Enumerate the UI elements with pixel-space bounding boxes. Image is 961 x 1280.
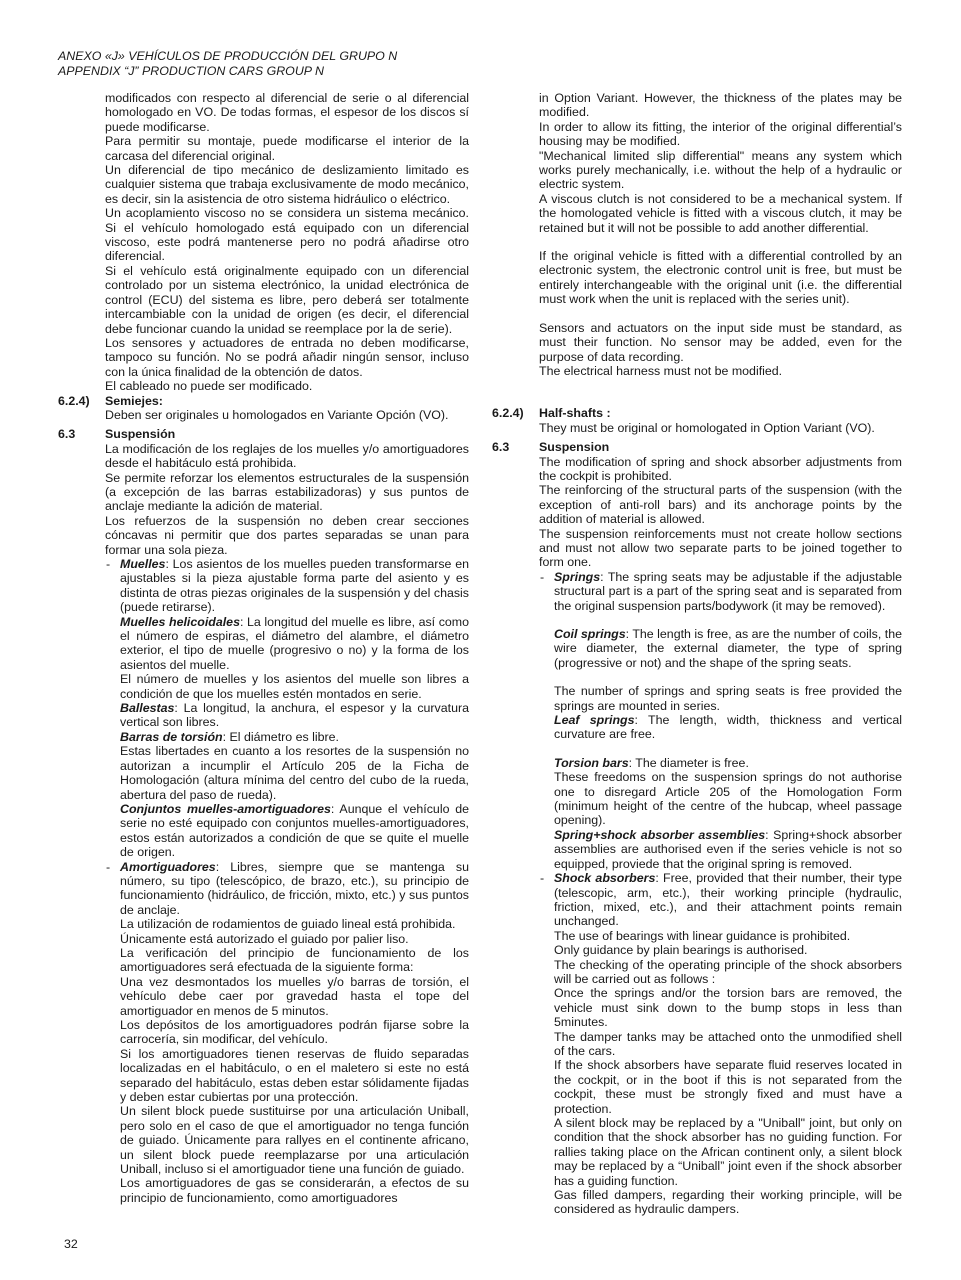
paragraph: La modificación de los reglajes de los muelles y/o amortiguadores desde el habitáculo está prohibida.	[105, 441, 469, 471]
paragraph: Gas filled dampers, regarding their working principle, will be considered as hydraulic dampers.	[554, 1188, 902, 1217]
section-title: Semiejes:	[105, 393, 163, 408]
paragraph: Deben ser originales u homologados en Variante Opción (VO).	[105, 407, 449, 422]
section-number: 6.2.4)	[492, 406, 524, 421]
english-column	[492, 91, 902, 1217]
paragraph: The suspension reinforcements must not create hollow sections and must not allow two separate parts to be joined together to form one.	[539, 526, 902, 570]
section-title: Suspensión	[105, 427, 176, 442]
paragraph: A silent block may be replaced by a "Uniball" joint, but only on condition that the shock absorber has no guiding function. For rallies taking place on the African continent only, a silent block may be replaced by a “Uniball” joint even if the shock absorber has a guiding function.	[554, 1116, 902, 1188]
section-title: Half-shafts :	[539, 406, 611, 421]
section-heading-6-3	[492, 440, 902, 454]
paragraph: Spring+shock absorber assemblies: Spring+shock absorber assemblies are authorised even if the series vehicle is not so equipped, proviede that the original spring is removed.	[554, 827, 902, 871]
paragraph: Un diferencial de tipo mecánico de deslizamiento limitado es cualquier sistema que trabaja exclusivamente de modo mecánico, es decir, sin la asistencia de otro sistema hidráulico o eléctrico.	[105, 163, 469, 206]
paragraph: Ballestas: La longitud, la anchura, el espesor y la curvatura vertical son libres.	[120, 701, 469, 730]
paragraph: If the original vehicle is fitted with a differential controlled by an electronic system, the electronic control unit is free, but must be entirely interchangeable with the original unit (i.e. the differential must work when the unit is replaced with the series unit).	[539, 249, 902, 307]
paragraph: The number of springs and spring seats is free provided the springs are mounted in series.	[554, 684, 902, 713]
paragraph: Torsion bars: The diameter is free.	[554, 755, 749, 770]
paragraph: La verificación del principio de funcionamiento de los amortiguadores será efectuada de la siguiente forma:	[120, 945, 469, 975]
page-number: 32	[64, 1237, 78, 1251]
paragraph: Barras de torsión: El diámetro es libre.	[120, 729, 339, 744]
paragraph: These freedoms on the suspension springs do not authorise one to disregard Article 205 of the Homologation Form (minimum height of the centre of the hubcap, wheel passage opening).	[554, 770, 902, 828]
paragraph: Una vez desmontados los muelles y/o barras de torsión, el vehículo debe caer por gravedad hasta el tope del amortiguador en menos de 5 minutos.	[120, 974, 469, 1018]
paragraph: In order to allow its fitting, the interior of the original differential’s housing may be modified.	[539, 119, 902, 149]
paragraph: Un silent block puede sustituirse por una articulación Uniball, pero solo en el caso de que el amortiguador no tenga función de guiado. Únicamente para rallyes en el continente africano, un silent block puede reemplazarse por una articulación Uniball, incluso si el amortiguador tiene una función de guiado.	[120, 1104, 469, 1177]
header-line-en: APPENDIX “J” PRODUCTION CARS GROUP N	[58, 63, 324, 78]
paragraph: They must be original or homologated in Option Variant (VO).	[539, 420, 875, 435]
paragraph: Muelles helicoidales: La longitud del muelle es libre, así como el número de espiras, el diámetro del alambre, el diámetro exterior, el tipo de muelle (progresivo o no) y la forma de los asientos del muelle.	[120, 614, 469, 672]
section-number: 6.2.4)	[58, 393, 90, 408]
section-title: Suspension	[539, 440, 610, 455]
paragraph: Sensors and actuators on the input side must be standard, as must their function. No sensor may be added, even for the purpose of data recording.	[539, 320, 902, 364]
section-number: 6.3	[492, 440, 510, 455]
paragraph: Para permitir su montaje, puede modificarse el interior de la carcasa del diferencial original.	[105, 134, 469, 163]
spanish-column	[58, 91, 469, 1205]
paragraph: Un acoplamiento viscoso no se considera un sistema mecánico. Si el vehículo homologado está equipado con un diferencial viscoso, este podrá mantenerse pero no podrá añadirse otro diferencial.	[105, 206, 469, 264]
paragraph: If the shock absorbers have separate fluid reserves located in the cockpit, or in the boot if this is not separated from the cockpit, these must be strongly fixed and must have a protection.	[554, 1058, 902, 1116]
paragraph: Si los amortiguadores tienen reservas de fluido separadas localizadas en el habitáculo, o en el maletero si este no está separado del habitáculo, estas deben estar sólidamente fijadas y deben estar cubiertas por una protección.	[120, 1046, 469, 1105]
paragraph: El cableado no puede ser modificado.	[105, 379, 313, 394]
section-number: 6.3	[58, 427, 76, 442]
list-item-muelles: - Muelles: Los asientos de los muelles pueden transformarse en ajustables si la pieza ajustable forma parte del asiento y es distinta de otras piezas originales de la suspensión y del chasis (puede retirarse).	[106, 557, 469, 615]
list-item-springs: - Springs: The spring seats may be adjustable if the adjustable structural part is a part of the spring seat and is separated from the original suspension parts/bodywork (it may be removed).	[540, 569, 902, 613]
paragraph: Si el vehículo está originalmente equipado con un diferencial controlado por un sistema electrónico, la unidad electrónica de control (ECU) del sistema es libre, pero deberá ser totalmente intercambiable con la unidad de origen (es decir, el diferencial debe funcionar cuando la unidad se reemplace por la de serie).	[105, 263, 469, 336]
section-heading-6-2-4	[492, 406, 902, 420]
section-heading-6-3	[58, 427, 469, 441]
paragraph: Conjuntos muelles-amortiguadores: Aunque el vehículo de serie no esté equipado con conjuntos muelles-amortiguadores, estos están autorizados a condición de que se quite el muelle de origen.	[120, 801, 469, 860]
paragraph: Estas libertades en cuanto a los resortes de la suspensión no autorizan a incumplir el Artículo 205 de la Ficha de Homologación (altura mínima del centro del cubo de la rueda, abertura del paso de rueda).	[120, 744, 469, 802]
paragraph: Se permite reforzar los elementos estructurales de la suspensión (a excepción de las barras estabilizadoras) y sus puntos de anclaje mediante la adición de material.	[105, 470, 469, 514]
paragraph: El número de muelles y los asientos del muelle son libres a condición de que los muelles estén montados en serie.	[120, 672, 469, 701]
paragraph: The use of bearings with linear guidance is prohibited.	[554, 928, 851, 943]
paragraph: The electrical harness must not be modified.	[539, 363, 783, 378]
paragraph: La utilización de rodamientos de guiado lineal está prohibida.	[120, 917, 456, 932]
paragraph: Los sensores y actuadores de entrada no deben modificarse, tampoco su función. No se podrá añadir ningún sensor, incluso con la única finalidad de la obtención de datos.	[105, 335, 469, 379]
paragraph: Únicamente está autorizado el guiado por palier liso.	[120, 931, 409, 946]
paragraph: modificados con respecto al diferencial de serie o al diferencial homologado en VO. De todas formas, el espesor de los discos sí puede modificarse.	[105, 91, 469, 134]
paragraph: Coil springs: The length is free, as are the number of coils, the wire diameter, the external diameter, the type of spring (progressive or not) and the shape of the spring seats.	[554, 627, 902, 670]
section-heading-6-2-4	[58, 394, 469, 408]
paragraph: The damper tanks may be attached onto the unmodified shell of the cars.	[554, 1029, 902, 1058]
paragraph: Once the springs and/or the torsion bars are removed, the vehicle must sink down to the bump stops in less than 5minutes.	[554, 986, 902, 1030]
paragraph: The reinforcing of the structural parts of the suspension (with the exception of anti-roll bars) and its anchorage points by the addition of material is allowed.	[539, 483, 902, 527]
paragraph: Los amortiguadores de gas se considerarán, a efectos de su principio de funcionamiento, como amortiguadores	[120, 1176, 469, 1205]
paragraph: in Option Variant. However, the thickness of the plates may be modified.	[539, 91, 902, 120]
paragraph: Only guidance by plain bearings is authorised.	[554, 943, 808, 958]
header-line-es: ANEXO «J» VEHÍCULOS DE PRODUCCIÓN DEL GRUPO N	[58, 49, 398, 63]
paragraph: The checking of the operating principle of the shock absorbers will be carried out as follows :	[554, 957, 902, 986]
paragraph: Los refuerzos de la suspensión no deben crear secciones cóncavas ni permitir que dos partes separadas se unan para formar una sola pieza.	[105, 513, 469, 557]
paragraph: "Mechanical limited slip differential" means any system which works purely mechanically, i.e. without the help of a hydraulic or electric system.	[539, 148, 902, 192]
list-item-shock-absorbers: - Shock absorbers: Free, provided that their number, their type (telescopic, arm, etc.), their working principle (hydraulic, friction, mixed, etc.), and their attachment points remain unchanged.	[540, 871, 902, 929]
paragraph: Los depósitos de los amortiguadores podrán fijarse sobre la carrocería, sin modificar, del vehículo.	[120, 1018, 469, 1047]
paragraph: A viscous clutch is not considered to be a mechanical system. If the homologated vehicle is fitted with a viscous clutch, it may be retained but it will not be possible to add another differential.	[539, 191, 902, 235]
paragraph: The modification of spring and shock absorber adjustments from the cockpit is prohibited.	[539, 454, 902, 483]
paragraph: Leaf springs: The length, width, thickness and vertical curvature are free.	[554, 713, 902, 742]
page-header	[58, 49, 397, 78]
list-item-amortiguadores: - Amortiguadores: Libres, siempre que se mantenga su número, su tipo (telescópico, de brazo, etc.), su principio de funcionamiento (hidráulico, de fricción, mixto, etc.) y sus puntos de anclaje.	[106, 859, 469, 917]
